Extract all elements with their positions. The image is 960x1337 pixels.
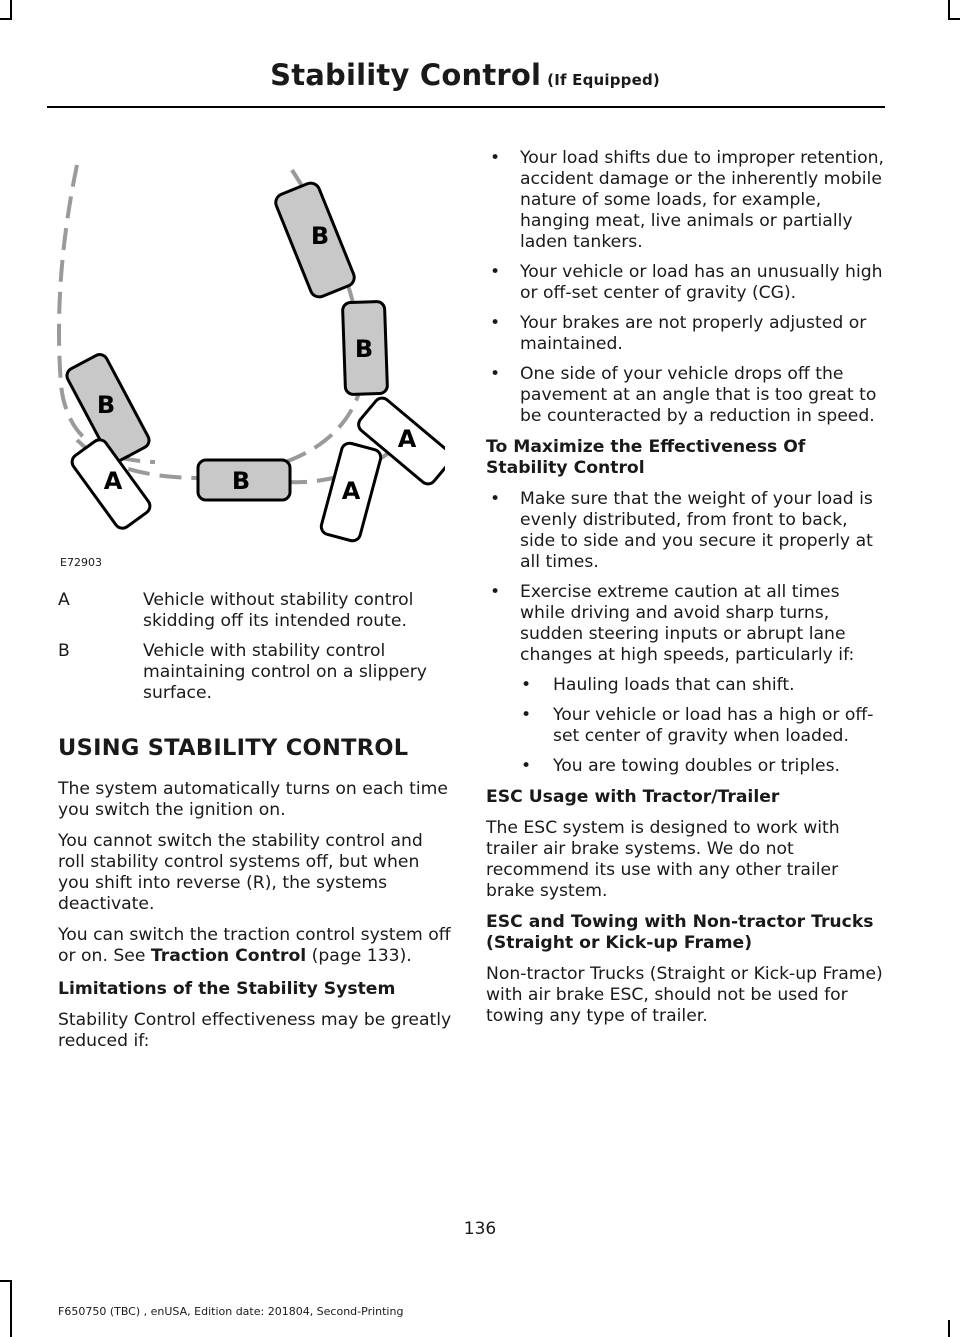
crop-mark: [10, 1280, 12, 1337]
sub-list-item: [486, 705, 886, 747]
figure-id: E72903: [60, 556, 102, 569]
list-item-text: Hauling loads that can shift.: [553, 675, 795, 695]
bullet-list: [486, 489, 886, 777]
sub-heading: Limitations of the Stability System: [58, 979, 396, 999]
list-item-text: Exercise extreme caution at all times while driving and avoid sharp turns, sudden steering inputs or abrupt lane changes at high speeds, particularly if:: [520, 582, 855, 665]
bullet: •: [521, 756, 532, 776]
crop-mark: [948, 0, 950, 20]
bullet-list: [486, 148, 886, 427]
right-column: [486, 148, 886, 1037]
label-b-4: B: [231, 467, 251, 495]
sub-heading: To Maximize the Effectiveness Of Stability Control: [486, 437, 806, 478]
list-item-text: You are towing doubles or triples.: [553, 756, 840, 776]
list-item: [486, 582, 886, 666]
sub-heading: ESC and Towing with Non-tractor Trucks (Straight or Kick-up Frame): [486, 912, 874, 953]
bullet: •: [521, 675, 532, 695]
page-number: 136: [463, 1219, 497, 1239]
section-heading: USING STABILITY CONTROL: [58, 735, 409, 761]
stability-diagram: [55, 140, 445, 570]
legend-key: A: [58, 590, 70, 610]
list-item: [486, 489, 886, 573]
bullet: •: [490, 364, 501, 384]
sub-list-item: [486, 675, 886, 696]
footer-text: F650750 (TBC) , enUSA, Edition date: 201804, Second-Printing: [58, 1305, 404, 1318]
bullet: •: [521, 705, 532, 725]
crop-mark: [10, 0, 12, 20]
legend-row: [58, 590, 453, 632]
legend-key: B: [58, 641, 70, 661]
list-item-text: One side of your vehicle drops off the pavement at an angle that is too great to be counteracted by a reduction in speed.: [520, 364, 877, 426]
bullet: •: [490, 582, 501, 602]
label-a-2: A: [341, 477, 361, 505]
left-column: [58, 590, 453, 1062]
cross-reference-link[interactable]: Traction Control: [150, 946, 307, 966]
list-item: [486, 148, 886, 253]
list-item: [486, 313, 886, 355]
page-title: [270, 58, 660, 92]
legend-text: Vehicle with stability control maintaining control on a slippery surface.: [143, 641, 427, 703]
list-item: [486, 262, 886, 304]
crop-mark: [948, 1320, 950, 1337]
bullet: •: [490, 148, 501, 168]
list-item-text: Your load shifts due to improper retention, accident damage or the inherently mobile nature of some loads, for example, hanging meat, live animals or partially laden tankers.: [520, 148, 884, 252]
label-a-3: A: [397, 425, 417, 453]
crop-mark: [0, 1280, 12, 1282]
list-item-text: Your vehicle or load has a high or off-set center of gravity when loaded.: [553, 705, 874, 746]
label-b-2: B: [354, 335, 374, 363]
paragraph: You cannot switch the stability control and roll stability control systems off, but when you shift into reverse (R), the systems deactivate.: [58, 831, 423, 914]
sub-list-item: [486, 756, 886, 777]
list-item: [486, 364, 886, 427]
paragraph: The ESC system is designed to work with trailer air brake systems. We do not recommend its use with any other trailer brake system.: [486, 818, 840, 901]
sub-heading: ESC Usage with Tractor/Trailer: [486, 787, 780, 807]
list-item-text: Your brakes are not properly adjusted or maintained.: [520, 313, 867, 354]
crop-mark: [0, 18, 12, 20]
bullet: •: [490, 489, 501, 509]
list-item-text: Make sure that the weight of your load is evenly distributed, from front to back, side to side and you secure it properly at all times.: [520, 489, 873, 572]
label-b-3: B: [96, 391, 116, 419]
list-item-text: Your vehicle or load has an unusually high or off-set center of gravity (CG).: [520, 262, 883, 303]
page-title-suffix: (If Equipped): [547, 71, 660, 89]
legend-text: Vehicle without stability control skidding off its intended route.: [143, 590, 414, 631]
bullet: •: [490, 262, 501, 282]
label-a-1: A: [103, 467, 123, 495]
paragraph: The system automatically turns on each time you switch the ignition on.: [58, 779, 448, 820]
paragraph: Stability Control effectiveness may be greatly reduced if:: [58, 1010, 452, 1051]
paragraph-text: (page 133).: [306, 946, 412, 966]
paragraph-text: You can switch the traction control system off or on. See: [58, 925, 451, 966]
label-b-1: B: [310, 222, 330, 250]
legend-row: [58, 641, 453, 704]
paragraph: Non-tractor Trucks (Straight or Kick-up Frame) with air brake ESC, should not be used for towing any type of trailer.: [486, 964, 883, 1026]
header-rule: [47, 106, 885, 108]
page-title-text: Stability Control: [270, 58, 542, 92]
crop-mark: [948, 18, 960, 20]
paragraph: [58, 925, 453, 967]
bullet: •: [490, 313, 501, 333]
